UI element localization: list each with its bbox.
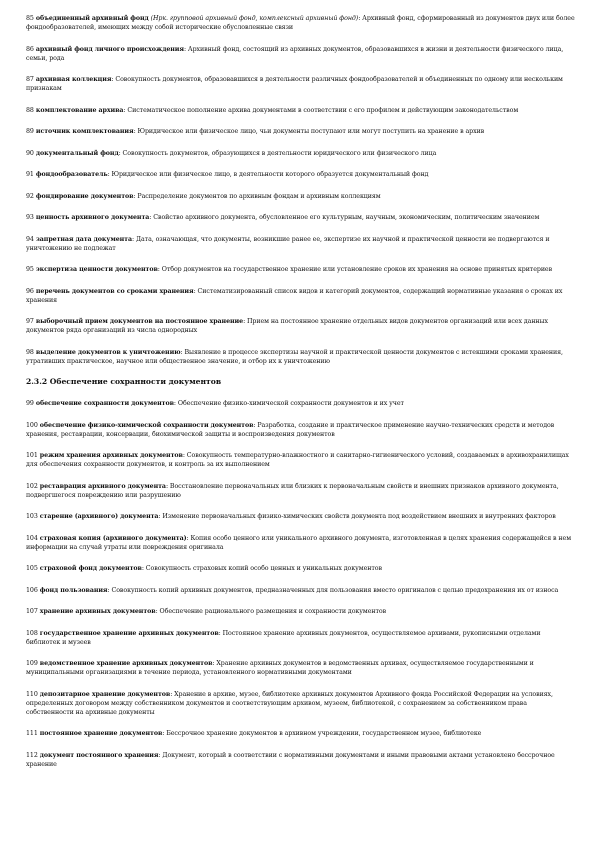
entry-definition: : Совокупность документов, образовавшихся в деятельности различных фондообразователей и объединенных по одному или нескольким признакам: [26, 76, 563, 92]
glossary-entry-93: [26, 213, 575, 222]
entry-definition: : Архивный фонд, сформированный из документов двух или более фондообразователей, имеющих между собой исторические обусловленные связи: [26, 15, 575, 31]
entry-definition: : Свойство архивного документа, обусловленное его культурным, научным, экономическим, политическим значением: [149, 214, 540, 221]
glossary-entry-107: [26, 607, 575, 616]
entry-term: архивный фонд личного происхождения: [35, 45, 184, 53]
glossary-entry-94: [26, 235, 575, 253]
glossary-entry-105: [26, 564, 575, 573]
glossary-entries-bottom: [26, 399, 575, 769]
entry-number: 100: [26, 421, 38, 429]
entry-definition: : Дата, означающая, что документы, возникшие ранее ее, экспертизе их научной и практической ценности не подвергаются и уничтожению не подлежат: [26, 235, 550, 252]
entry-definition: : Хранение архивных документов в ведомственных архивах, осуществляемое государственными и муниципальными организациями в течение периода, установленного нормативными документами: [26, 660, 534, 676]
entry-definition: : Распределение документов по архивным фондам и архивным коллекциям: [133, 192, 381, 200]
entry-definition: : Совокупность документов, образующихся в деятельности юридического или физического лица: [118, 149, 437, 157]
entry-alternative-terms: (Нрк. групповой архивный фонд, комплексный архивный фонд): [150, 15, 359, 22]
entry-definition: : Разработка, создание и практическое применение научно-технических средств и методов хранения, реставрации, консервации, биохимической защиты и воспроизведения документов: [26, 421, 555, 438]
entry-definition: : Юридическое или физическое лицо, в деятельности которого образуется документальный фонд: [107, 171, 429, 178]
entry-term: перечень документов со сроками хранения: [35, 287, 194, 295]
entry-term: депозитарное хранение документов: [39, 690, 171, 698]
entry-term: фондирование документов: [35, 192, 134, 200]
entry-definition: : Изменение первоначальных физико-химических свойств документа под воздействием внешних и внутренних факторов: [158, 513, 556, 520]
glossary-entry-87: [26, 75, 575, 93]
entry-number: 101: [26, 452, 38, 459]
glossary-entry-99: [26, 399, 575, 408]
entry-term: выборочный прием документов на постоянное хранение: [35, 318, 244, 325]
glossary-entry-109: [26, 659, 575, 677]
entry-number: 109: [26, 660, 38, 667]
entry-term: ведомственное хранение архивных документов: [39, 660, 213, 667]
entry-definition: : Прием на постоянное хранение отдельных видов документов организаций или всех данных документов ряда организаций из числа однородных: [26, 318, 548, 334]
glossary-entry-97: [26, 317, 575, 335]
glossary-entry-90: [26, 149, 575, 158]
entry-term: фонд пользования: [39, 586, 108, 594]
entry-number: 93: [26, 214, 34, 221]
entry-definition: : Архивный фонд, состоящий из архивных документов, образовавшихся в жизни и деятельности физического лица, семьи, рода: [26, 45, 564, 62]
glossary-entry-101: [26, 451, 575, 469]
entry-definition: : Постоянное хранение архивных документов, осуществляемое архивами, рукописными отделами библиотек и музеев: [26, 629, 541, 646]
entry-number: 92: [26, 192, 34, 200]
entry-definition: : Систематизированный список видов и категорий документов, содержащий нормативные указания о сроках их хранения: [26, 287, 563, 304]
entry-term: ценность архивного документа: [35, 214, 150, 221]
entry-definition: : Обеспечение физико-химической сохранности документов и их учет: [173, 400, 404, 407]
entry-number: 94: [26, 235, 34, 243]
glossary-entry-96: [26, 287, 575, 305]
entry-number: 110: [26, 690, 38, 698]
glossary-entry-110: [26, 690, 575, 717]
entry-term: документальный фонд: [35, 149, 119, 157]
glossary-entry-108: [26, 629, 575, 647]
entry-number: 89: [26, 128, 34, 135]
entry-term: фондообразователь: [35, 171, 108, 178]
entry-number: 105: [26, 565, 38, 572]
glossary-entry-91: [26, 170, 575, 179]
entry-term: страховая копия (архивного документа): [39, 534, 187, 542]
entry-number: 86: [26, 45, 34, 53]
entry-definition: : Совокупность страховых копий особо ценных и уникальных документов: [141, 565, 382, 572]
entry-definition: : Систематическое пополнение архива документами в соответствии с его профилем и действующим законодательством: [123, 106, 519, 114]
entry-definition: : Совокупность копий архивных документов, предназначенных для пользования вместо оригиналов с целью предохранения их от износа: [107, 586, 559, 594]
entry-term: объединенный архивный фонд: [35, 15, 149, 22]
glossary-entry-88: [26, 106, 575, 115]
entry-number: 112: [26, 751, 38, 759]
entry-definition: : Восстановление первоначальных или близких к первоначальным свойств и внешних признаков архивного документа, подвергшегося повреждению или разрушению: [26, 482, 559, 499]
entry-number: 107: [26, 608, 38, 615]
entry-number: 87: [26, 76, 34, 83]
glossary-entries-top: [26, 14, 575, 366]
entry-number: 88: [26, 106, 34, 114]
entry-term: архивная коллекция: [35, 76, 112, 83]
glossary-entry-102: [26, 482, 575, 500]
entry-definition: : Совокупность температурно-влажностного и санитарно-гигиенического условий, создаваемых в архивохранилищах для обеспечения сохранности документов, и контроль за их выполнением: [26, 452, 569, 468]
entry-definition: : Бессрочное хранение документов в архивном учреждении, государственном музее, библиотеке: [162, 730, 482, 737]
glossary-entry-103: [26, 512, 575, 521]
entry-number: 95: [26, 266, 34, 273]
entry-number: 108: [26, 629, 38, 637]
entry-term: страховой фонд документов: [39, 565, 142, 572]
entry-number: 111: [26, 730, 38, 737]
entry-definition: : Отбор документов на государственное хранение или установление сроков их хранения на основе принятых критериев: [157, 266, 553, 273]
entry-definition: : Документ, который в соответствии с нормативными документами и иными правовыми актами установлено бессрочное хранение: [26, 751, 555, 768]
entry-number: 96: [26, 287, 34, 295]
entry-term: запретная дата документа: [35, 235, 132, 243]
entry-term: реставрация архивного документа: [39, 482, 166, 490]
glossary-entry-85: [26, 14, 575, 32]
entry-term: режим хранения архивных документов: [39, 452, 183, 459]
entry-definition: : Копия особо ценного или уникального архивного документа, изготовленная в целях хранения содержащейся в нем информации на случай утраты или повреждения оригинала: [26, 534, 572, 551]
entry-definition: : Обеспечение рационального размещения и сохранности документов: [155, 608, 387, 615]
entry-number: 91: [26, 171, 34, 178]
entry-term: обеспечение физико-химической сохранности документов: [39, 421, 254, 429]
entry-term: комплектование архива: [35, 106, 124, 114]
entry-term: источник комплектования: [35, 128, 134, 135]
entry-term: выделение документов к уничтожению: [35, 348, 181, 356]
entry-number: 103: [26, 513, 38, 520]
entry-number: 98: [26, 348, 34, 356]
glossary-entry-112: [26, 751, 575, 769]
entry-number: 99: [26, 400, 34, 407]
entry-definition: : Выявление в процессе экспертизы научной и практической ценности документов с истекшими сроками хранения, утративших практическое, научное или общественное значение, и отбор их к уничтожению: [26, 348, 563, 365]
entry-term: обеспечение сохранности документов: [35, 400, 174, 407]
entry-number: 102: [26, 482, 38, 490]
entry-term: документ постоянного хранения: [39, 751, 159, 759]
glossary-entry-95: [26, 265, 575, 274]
entry-number: 85: [26, 15, 34, 22]
entry-definition: : Хранение в архиве, музее, библиотеке архивных документов Архивного фонда Российской Федерации на условиях, определенных договором между собственником документов и соответствующим архивом, музеем, библиотекой, с сохранением за собственником права собственности на архивные документы: [26, 690, 553, 716]
glossary-entry-86: [26, 45, 575, 63]
entry-number: 106: [26, 586, 38, 594]
glossary-entry-106: [26, 586, 575, 595]
entry-number: 97: [26, 318, 34, 325]
glossary-entry-104: [26, 534, 575, 552]
glossary-entry-89: [26, 127, 575, 136]
entry-number: 104: [26, 534, 38, 542]
glossary-entry-98: [26, 348, 575, 366]
glossary-entry-111: [26, 729, 575, 738]
section-heading: 2.3.2 Обеспечение сохранности документов: [26, 377, 222, 386]
entry-term: старение (архивного) документа: [39, 513, 159, 520]
entry-number: 90: [26, 149, 34, 157]
entry-term: экспертиза ценности документов: [35, 266, 158, 273]
entry-term: хранение архивных документов: [39, 608, 156, 615]
glossary-entry-100: [26, 421, 575, 439]
glossary-entry-92: [26, 192, 575, 201]
entry-term: постоянное хранение документов: [39, 730, 163, 737]
entry-term: государственное хранение архивных документов: [39, 629, 219, 637]
entry-definition: : Юридическое или физическое лицо, чьи документы поступают или могут поступить на хранение в архив: [133, 128, 485, 135]
